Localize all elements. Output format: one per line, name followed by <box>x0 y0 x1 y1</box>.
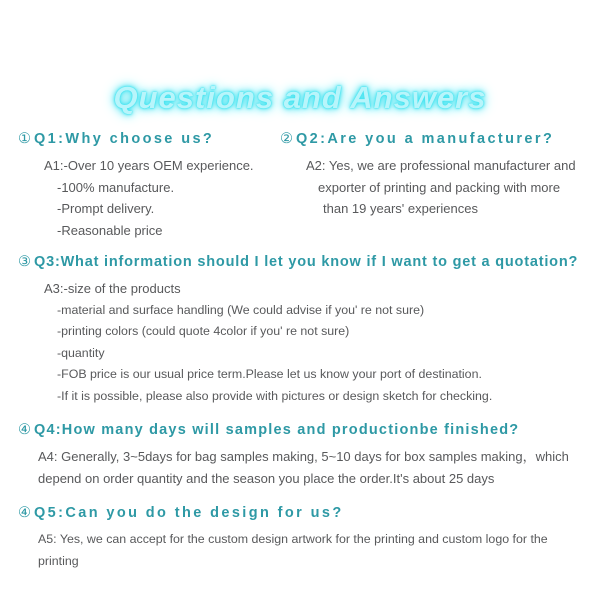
q1-answer-line: -Prompt delivery. <box>57 201 155 216</box>
q2-answers <box>280 155 582 220</box>
q5-answer-line: A5: Yes, we can accept for the custom design artwork for the printing and custom logo for the printing <box>38 532 548 568</box>
q3-answer-line: -If it is possible, please also provide with pictures or design sketch for checking. <box>57 388 493 403</box>
q3-question: Q3:What information should I let you know if I want to get a quotation? <box>34 254 579 270</box>
section-q5 <box>18 504 582 572</box>
q1-answers <box>18 155 280 241</box>
q4-answer-line: A4: Generally, 3~5days for bag samples making, 5~10 days for box samples making，which <box>38 449 569 464</box>
q3-answer-line: -FOB price is our usual price term.Please let us know your port of destination. <box>57 367 482 381</box>
q2-answer-line: A2: Yes, we are professional manufacturer and <box>306 158 576 173</box>
q2-question: Q2:Are you a manufacturer? <box>296 131 555 147</box>
q2-heading <box>280 130 582 148</box>
q3-answer-line: -quantity <box>57 345 105 360</box>
q2-answer-line: exporter of printing and packing with more <box>318 179 561 195</box>
section-q4 <box>18 421 582 489</box>
q5-answers <box>18 529 582 572</box>
q1-number: ① <box>18 131 31 147</box>
q5-heading <box>18 504 582 522</box>
q2-answer-line: than 19 years' experiences <box>323 201 478 216</box>
q4-heading <box>18 421 582 439</box>
q3-answer-line: -material and surface handling (We could advise if you' re not sure) <box>57 302 425 317</box>
q1-answer-line: -Reasonable price <box>57 222 163 238</box>
q4-answers <box>18 446 582 489</box>
page-title: Questions and Answers <box>113 80 487 115</box>
q1-q2-row <box>18 130 582 241</box>
q5-question: Q5:Can you do the design for us? <box>34 505 344 521</box>
section-q3 <box>18 253 582 407</box>
q4-answer-line: depend on order quantity and the season you place the order.It's about 25 days <box>38 470 495 486</box>
q1-answer-line: A1:-Over 10 years OEM experience. <box>44 158 254 173</box>
section-q2 <box>280 130 582 241</box>
q1-heading <box>18 130 280 148</box>
q5-number: ④ <box>18 505 31 521</box>
q3-number: ③ <box>18 254 31 270</box>
q3-heading <box>18 253 582 271</box>
q1-answer-line: -100% manufacture. <box>57 179 175 195</box>
q3-answers <box>18 278 582 407</box>
q4-number: ④ <box>18 422 31 438</box>
q2-number: ② <box>280 131 293 147</box>
q4-question: Q4:How many days will samples and productionbe finished? <box>34 422 520 438</box>
q3-answer-line: -printing colors (could quote 4color if you' re not sure) <box>57 324 350 338</box>
q1-question: Q1:Why choose us? <box>34 131 215 147</box>
section-q1 <box>18 130 280 241</box>
q3-answer-line: A3:-size of the products <box>44 281 181 296</box>
qa-content <box>0 130 600 572</box>
